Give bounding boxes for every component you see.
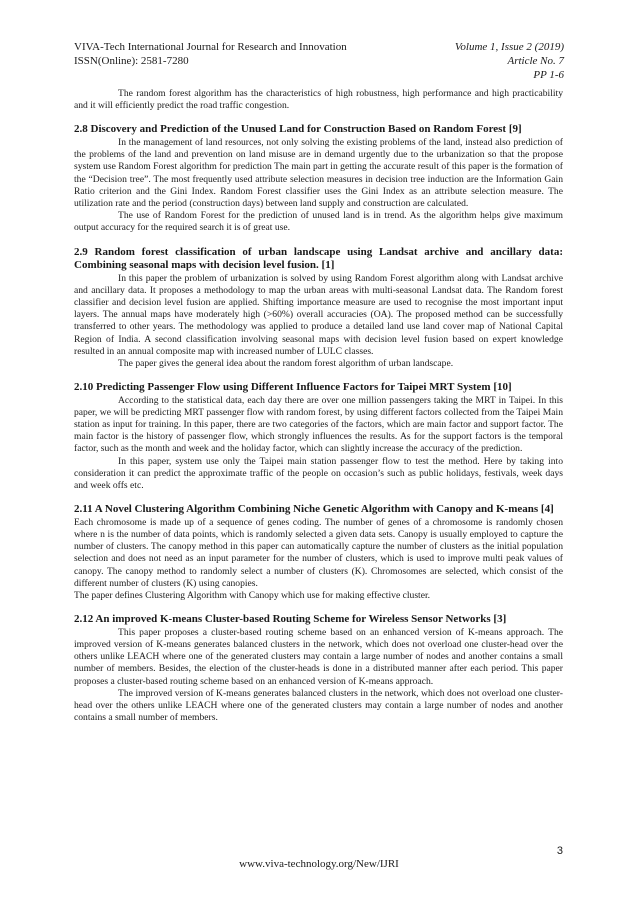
paragraph: Each chromosome is made up of a sequence of genes coding. The number of genes of a chromosome is randomly chosen where n is the number of data points, which is randomly selected a given data sets. Canopy is usually employed to capture the number of clusters. The canopy method in this paper can automatically capture the number of clusters as the initial population selection and does not need as an input parameter for the number of clusters, which is used to improve multi peak values of canopy. The canopy method to randomly select a number of clusters (K). Chromosomes are selected, which consist of the different number of clusters (K) using canopies.	[74, 516, 563, 589]
article-number: Article No. 7	[507, 55, 564, 67]
section-gap	[74, 602, 563, 613]
paragraph: The paper defines Clustering Algorithm with Canopy which use for making effective cluster.	[74, 590, 431, 601]
journal-name: VIVA-Tech International Journal for Research and Innovation	[74, 41, 347, 53]
running-header-left	[74, 40, 347, 68]
paragraph: The random forest algorithm has the characteristics of high robustness, high performance and high practicability and it will efficiently predict the road traffic congestion.	[74, 88, 563, 112]
volume-issue: Volume 1, Issue 2 (2019)	[454, 41, 564, 53]
paragraph: In this paper the problem of urbanization is solved by using Random Forest algorithm along with Landsat archive and ancillary data. It proposes a methodology to map the urban areas with multi-seasonal Landsat data. The Random forest classifier and decision level fusion are applied. Shifting importance measure are used to recognise the most important input layers. The annual maps have moderately high (>60%) overall accuracies (OA). The proposed method can be successfully transferred to other years. The methodology was applied to produce a detailed land use land cover map of National Capital Region of India. A second classification involving seasonal maps with decision level fusion based on expert knowledge resulted in an annual composite map with increased number of LULC classes.	[74, 272, 563, 357]
running-header-right	[455, 40, 564, 82]
body-text	[74, 88, 563, 724]
paragraph: The paper gives the general idea about the random forest algorithm of urban landscape.	[118, 357, 454, 369]
section-gap	[74, 112, 563, 123]
section-heading: 2.12 An improved K-means Cluster-based Routing Scheme for Wireless Sensor Networks [3]	[74, 613, 507, 626]
paragraph: According to the statistical data, each day there are over one million passengers taking the MRT in Taipei. In this paper, we will be predicting MRT passenger flow with random forest, by using different factors collected from the Taipei Main station as input for training. In this paper, there are two categories of the factors, which are main factor and support factor. The main factor is the history of passenger flow, which strongly influences the results. As for the support factors is the temporal factor, such as the month and week and the holiday factor, which can slightly increase the accuracy of the prediction.	[74, 394, 563, 455]
section-gap	[74, 370, 563, 381]
paragraph: In the management of land resources, not only solving the existing problems of the land, instead also prediction of the problems of the land and prevention on land misuse are in demand urgently due to the urbanization so that the propose system use Random Forest algorithm for prediction The main part in getting the accurate result of this paper is the formation of the “Decision tree”. The most frequently used attribute selection measures in decision tree induction are the Information Gain Ratio criterion and the Gini Index. Random Forest classifier uses the Gini Index as an attribute selection measure. The utilization rate and the period (construction days) between land supply and construction are calculated.	[74, 136, 563, 209]
paragraph: The use of Random Forest for the prediction of unused land is in trend. As the algorithm helps give maximum output accuracy for the required search it is of great use.	[74, 210, 563, 234]
page-number: 3	[556, 845, 563, 857]
section-heading: 2.11 A Novel Clustering Algorithm Combining Niche Genetic Algorithm with Canopy and K-means [4]	[74, 503, 554, 516]
section-heading: 2.9 Random forest classification of urban landscape using Landsat archive and ancillary data: Combining seasonal maps with decision level fusion. [1]	[74, 245, 563, 272]
section-gap	[74, 492, 563, 503]
issn: ISSN(Online): 2581-7280	[74, 55, 189, 67]
section-gap	[74, 235, 563, 246]
paragraph: This paper proposes a cluster-based routing scheme based on an enhanced version of K-means approach. The improved version of K-means generates balanced clusters in the network, which does not overload one cluster-head over the others unlike LEACH where one of the generated clusters may contain a large number of nodes and another contains a small number of members. Besides, the election of the cluster-heads is done in a distributed manner after each period. This paper proposes a cluster-based routing scheme based on an enhanced version of K-means approach.	[74, 626, 563, 687]
paragraph: In this paper, system use only the Taipei main station passenger flow to test the method. Here by taking into consideration it can predict the approximate traffic of the people on occasion’s such as public holidays, festivals, week days and week offs etc.	[74, 455, 563, 492]
paragraph: The improved version of K-means generates balanced clusters in the network, which does not overload one cluster-head over the others unlike LEACH where one of the generated clusters may contain a large number of nodes and another contains a small number of members.	[74, 687, 563, 724]
section-heading: 2.10 Predicting Passenger Flow using Different Influence Factors for Taipei MRT System [10]	[74, 381, 512, 394]
footer-url: www.viva-technology.org/New/IJRI	[239, 858, 399, 870]
section-heading: 2.8 Discovery and Prediction of the Unused Land for Construction Based on Random Forest [9]	[74, 123, 522, 136]
page-range: PP 1-6	[533, 69, 564, 81]
